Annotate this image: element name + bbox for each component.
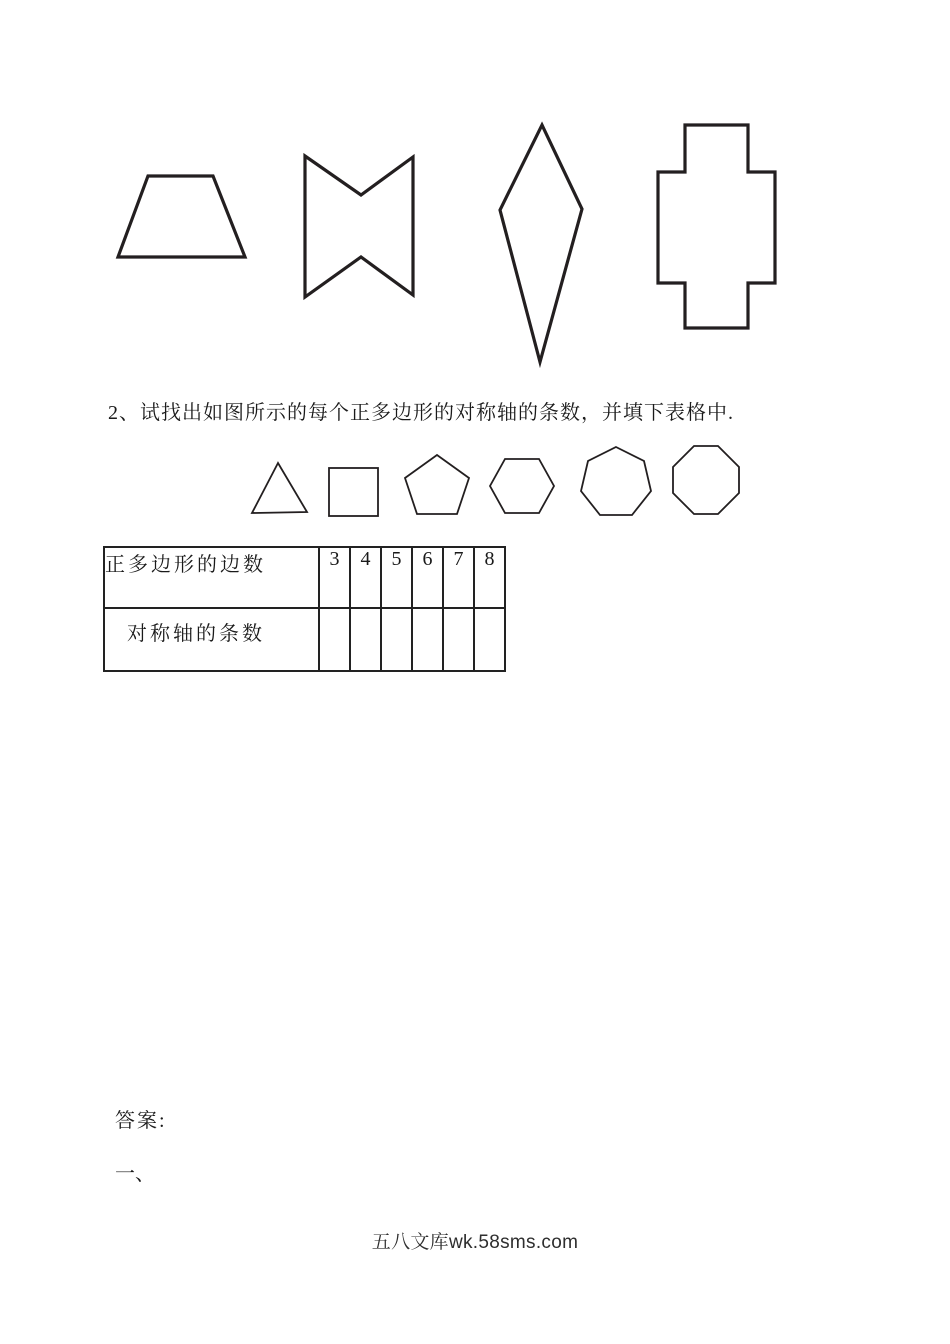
axes-answer-cell — [381, 608, 412, 671]
bowtie-hexagon-shape — [300, 150, 418, 302]
octagon-shape — [670, 443, 742, 517]
table-row-axes — [104, 608, 505, 671]
sides-value-cell: 4 — [350, 547, 381, 608]
sides-value-cell: 6 — [412, 547, 443, 608]
sides-value-cell: 7 — [443, 547, 474, 608]
axes-answer-cell — [443, 608, 474, 671]
axes-answer-cell — [319, 608, 350, 671]
axes-answer-cell — [412, 608, 443, 671]
axes-answer-cell — [350, 608, 381, 671]
table-row-sides — [104, 547, 505, 608]
triangle-shape — [248, 459, 312, 517]
stepped-cross-shape — [652, 118, 780, 334]
sides-value-cell: 3 — [319, 547, 350, 608]
sides-value-cell: 8 — [474, 547, 505, 608]
footer-watermark: 五八文库wk.58sms.com — [371, 1232, 579, 1253]
hexagon-shape — [488, 456, 556, 516]
square-shape — [327, 466, 381, 519]
pentagon-shape — [403, 452, 471, 518]
axes-answer-cell — [474, 608, 505, 671]
row-label-sides: 正多边形的边数 — [104, 547, 319, 608]
sides-value-cell: 5 — [381, 547, 412, 608]
answers-heading: 答案: — [115, 1110, 167, 1132]
trapezoid-shape — [110, 168, 252, 264]
kite-shape — [495, 118, 587, 368]
question-2-text: 2、试找出如图所示的每个正多边形的对称轴的条数，并填下表格中. — [108, 402, 734, 424]
symmetry-table — [103, 546, 506, 672]
heptagon-shape — [578, 444, 654, 518]
answers-item-one-marker: 一、 — [115, 1163, 155, 1185]
row-label-axes: 对称轴的条数 — [104, 608, 319, 671]
